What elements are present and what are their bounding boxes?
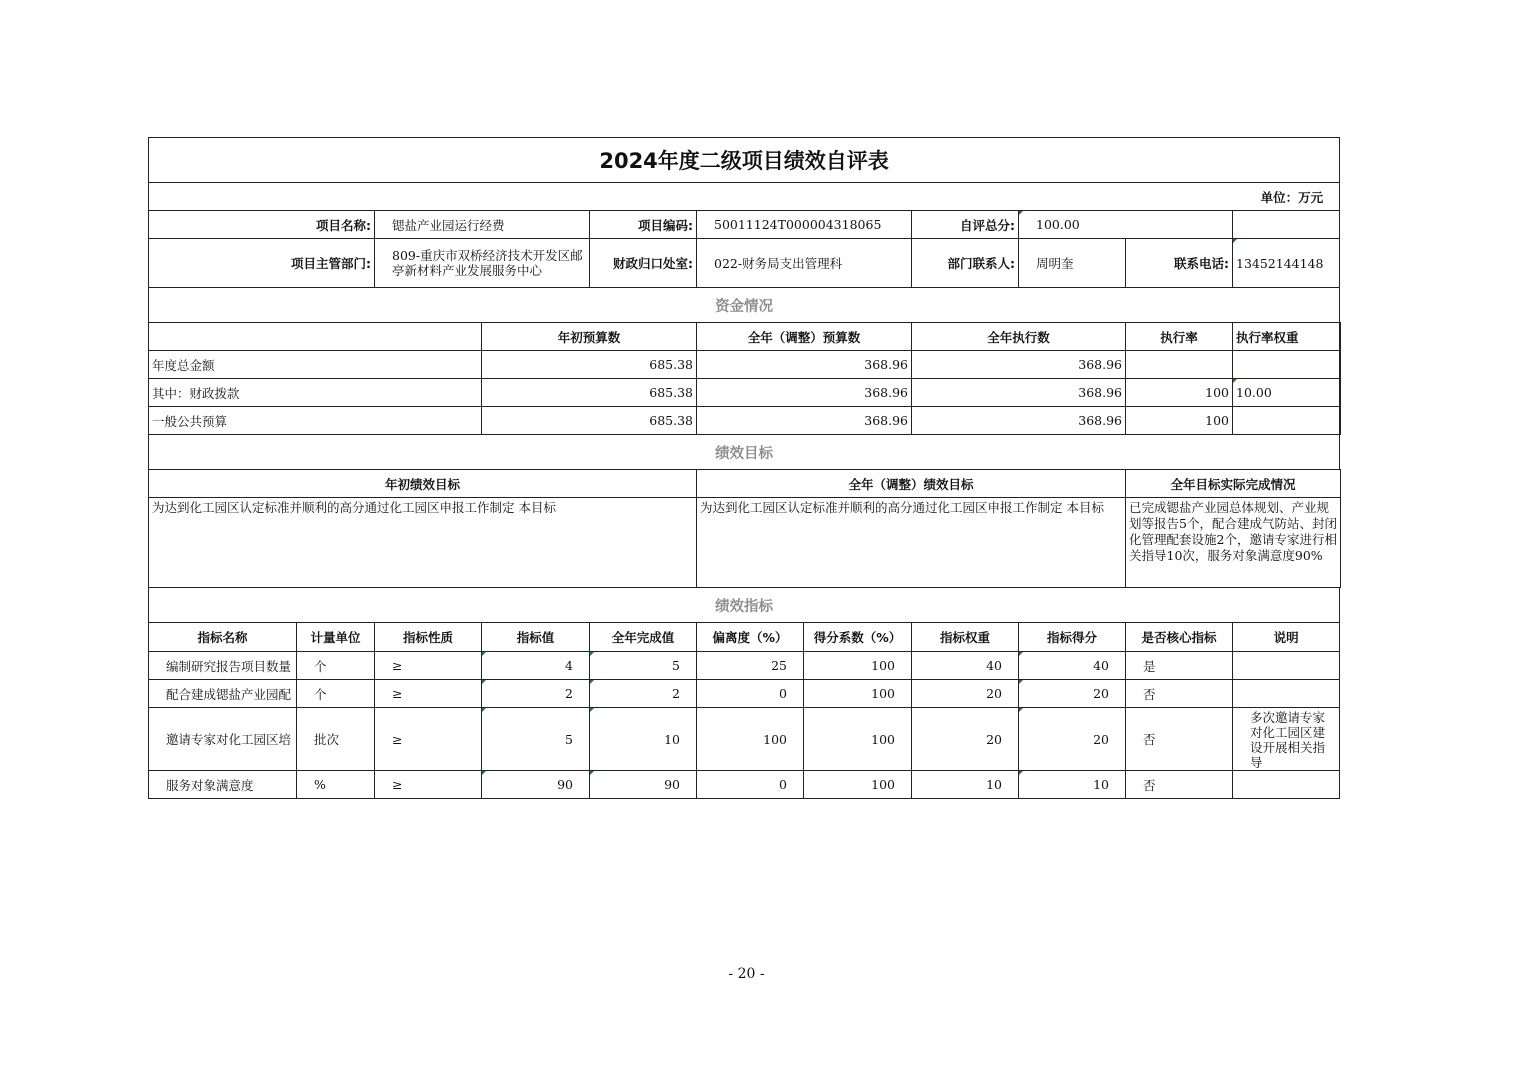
ind-weight: 20 — [912, 708, 1019, 771]
funds-header-score — [1340, 323, 1341, 351]
ind-nature: ≥ — [375, 708, 482, 771]
funds-header-adjusted: 全年（调整）预算数 — [697, 323, 912, 351]
ind-deviation: 25 — [697, 652, 804, 680]
ind-core: 否 — [1126, 680, 1233, 708]
ind-nature: ≥ — [375, 771, 482, 799]
contact-value: 周明奎 — [1019, 239, 1126, 288]
ind-nature: ≥ — [375, 652, 482, 680]
table-row — [149, 652, 1341, 680]
fund-row-name: 年度总金额 — [149, 351, 482, 379]
dept-label: 项目主管部门: — [149, 239, 375, 288]
dept-value: 809-重庆市双桥经济技术开发区邮亭新材料产业发展服务中心 — [375, 239, 590, 288]
ind-actual: 90 — [590, 771, 697, 799]
finance-label: 财政归口处室: — [590, 239, 697, 288]
fund-row-score — [1340, 407, 1341, 435]
ind-header-deviation: 偏离度（%） — [697, 623, 804, 652]
ind-deviation: 0 — [697, 771, 804, 799]
ind-unit: 个 — [297, 652, 375, 680]
goals-initial: 为达到化工园区认定标准并顺利的高分通过化工园区申报工作制定 本目标 — [149, 498, 697, 588]
phone-label: 联系电话: — [1126, 239, 1233, 288]
project-name-label: 项目名称: — [149, 211, 375, 239]
ind-actual: 2 — [590, 680, 697, 708]
fund-row-initial: 685.38 — [482, 351, 697, 379]
page-title: 2024年度二级项目绩效自评表 — [149, 138, 1340, 183]
ind-coef: 100 — [804, 652, 912, 680]
table-row — [149, 379, 1341, 407]
ind-header-name: 指标名称 — [149, 623, 297, 652]
ind-header-unit: 计量单位 — [297, 623, 375, 652]
evaluation-sheet — [148, 137, 1341, 799]
ind-note — [1233, 652, 1340, 680]
contact-label: 部门联系人: — [912, 239, 1019, 288]
ind-name: 服务对象满意度 — [149, 771, 297, 799]
goals-header-initial: 年初绩效目标 — [149, 470, 697, 498]
fund-row-adjusted: 368.96 — [697, 351, 912, 379]
ind-score: 20 — [1019, 708, 1126, 771]
ind-header-note: 说明 — [1233, 623, 1340, 652]
ind-note: 多次邀请专家对化工园区建设开展相关指导 — [1233, 708, 1340, 771]
ind-score: 20 — [1019, 680, 1126, 708]
fund-row-score — [1340, 351, 1341, 379]
ind-header-coef: 得分系数（%） — [804, 623, 912, 652]
fund-row-executed: 368.96 — [912, 351, 1126, 379]
funds-header-weight: 执行率权重 — [1233, 323, 1340, 351]
ind-coef: 100 — [804, 680, 912, 708]
finance-value: 022-财务局支出管理科 — [697, 239, 912, 288]
funds-header-initial: 年初预算数 — [482, 323, 697, 351]
ind-name: 邀请专家对化工园区培 — [149, 708, 297, 771]
page-number: - 20 - — [728, 966, 765, 982]
fund-row-weight — [1233, 407, 1340, 435]
ind-coef: 100 — [804, 771, 912, 799]
fund-row-name: 一般公共预算 — [149, 407, 482, 435]
fund-row-score — [1340, 379, 1341, 407]
ind-unit: 批次 — [297, 708, 375, 771]
project-code-label: 项目编码: — [590, 211, 697, 239]
goals-adjusted: 为达到化工园区认定标准并顺利的高分通过化工园区申报工作制定 本目标 — [697, 498, 1126, 588]
indicators-section-title: 绩效指标 — [149, 588, 1340, 623]
ind-header-weight: 指标权重 — [912, 623, 1019, 652]
ind-weight: 40 — [912, 652, 1019, 680]
goals-header-actual: 全年目标实际完成情况 — [1126, 470, 1341, 498]
empty-cell — [1233, 211, 1340, 239]
ind-core: 是 — [1126, 652, 1233, 680]
fund-row-rate: 100 — [1126, 379, 1233, 407]
ind-header-score: 指标得分 — [1019, 623, 1126, 652]
ind-header-nature: 指标性质 — [375, 623, 482, 652]
funds-header-blank — [149, 323, 482, 351]
ind-deviation: 0 — [697, 680, 804, 708]
ind-coef: 100 — [804, 708, 912, 771]
table-row — [149, 771, 1341, 799]
funds-header-executed: 全年执行数 — [912, 323, 1126, 351]
funds-header-rate: 执行率 — [1126, 323, 1233, 351]
ind-weight: 10 — [912, 771, 1019, 799]
fund-row-executed: 368.96 — [912, 407, 1126, 435]
fund-row-name: 其中：财政拨款 — [149, 379, 482, 407]
funds-section-title: 资金情况 — [149, 288, 1340, 323]
fund-row-adjusted: 368.96 — [697, 407, 912, 435]
fund-row-weight: 10.00 — [1233, 379, 1340, 407]
project-code-value: 50011124T000004318065 — [697, 211, 912, 239]
fund-row-rate: 100 — [1126, 407, 1233, 435]
goals-section-title: 绩效目标 — [149, 435, 1340, 470]
ind-note — [1233, 680, 1340, 708]
ind-actual: 5 — [590, 652, 697, 680]
ind-core: 否 — [1126, 771, 1233, 799]
table-row — [149, 708, 1341, 771]
ind-target: 90 — [482, 771, 590, 799]
ind-core: 否 — [1126, 708, 1233, 771]
fund-row-rate — [1126, 351, 1233, 379]
self-score-value: 100.00 — [1019, 211, 1233, 239]
ind-nature: ≥ — [375, 680, 482, 708]
ind-unit: % — [297, 771, 375, 799]
goals-header-adjusted: 全年（调整）绩效目标 — [697, 470, 1126, 498]
fund-row-executed: 368.96 — [912, 379, 1126, 407]
ind-target: 2 — [482, 680, 590, 708]
ind-name: 编制研究报告项目数量 — [149, 652, 297, 680]
ind-target: 5 — [482, 708, 590, 771]
table-row — [149, 351, 1341, 379]
ind-score: 40 — [1019, 652, 1126, 680]
phone-value: 13452144148 — [1233, 239, 1340, 288]
ind-unit: 个 — [297, 680, 375, 708]
ind-target: 4 — [482, 652, 590, 680]
fund-row-adjusted: 368.96 — [697, 379, 912, 407]
ind-actual: 10 — [590, 708, 697, 771]
fund-row-initial: 685.38 — [482, 379, 697, 407]
table-row — [149, 407, 1341, 435]
fund-row-initial: 685.38 — [482, 407, 697, 435]
fund-row-weight — [1233, 351, 1340, 379]
ind-header-core: 是否核心指标 — [1126, 623, 1233, 652]
unit-label: 单位：万元 — [149, 183, 1340, 211]
ind-weight: 20 — [912, 680, 1019, 708]
ind-header-actual: 全年完成值 — [590, 623, 697, 652]
self-score-label: 自评总分: — [912, 211, 1019, 239]
goals-actual: 已完成锶盐产业园总体规划、产业规划等报告5个，配合建成气防站、封闭化管理配套设施2个，邀请专家进行相关指导10次，服务对象满意度90% — [1126, 498, 1341, 588]
evaluation-table — [148, 137, 1341, 799]
table-row — [149, 680, 1341, 708]
ind-deviation: 100 — [697, 708, 804, 771]
ind-note — [1233, 771, 1340, 799]
project-name-value: 锶盐产业园运行经费 — [375, 211, 590, 239]
ind-header-target: 指标值 — [482, 623, 590, 652]
ind-name: 配合建成锶盐产业园配 — [149, 680, 297, 708]
ind-score: 10 — [1019, 771, 1126, 799]
